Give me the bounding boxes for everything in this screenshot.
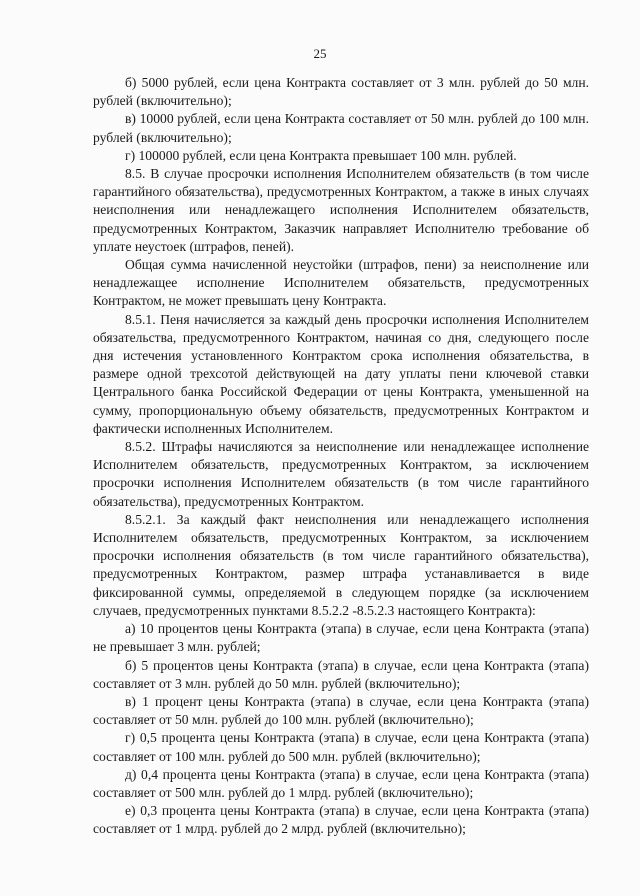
paragraph: г) 0,5 процента цены Контракта (этапа) в случае, если цена Контракта (этапа) составляет от 100 млн. рублей до 500 млн. рублей (включительно);: [93, 730, 589, 764]
paragraph: 8.5.2.1. За каждый факт неисполнения или ненадлежащего исполнения Исполнителем обязательств, предусмотренных Контрактом, за исключением просрочки исполнения обязательств (в том числе гарантийного обязательства), предусмотренных Контрактом, размер штрафа устанавливается в виде фиксированной суммы, определяемой в следующем порядке (за исключением случаев, предусмотренных пунктами 8.5.2.2 -8.5.2.3 настоящего Контракта):: [93, 511, 589, 618]
paragraph: б) 5 процентов цены Контракта (этапа) в случае, если цена Контракта (этапа) составляет от 3 млн. рублей до 50 млн. рублей (включительно);: [93, 657, 589, 691]
paragraph: е) 0,3 процента цены Контракта (этапа) в случае, если цена Контракта (этапа) составляет от 1 млрд. рублей до 2 млрд. рублей (включительно);: [93, 803, 589, 837]
paragraph: в) 1 процент цены Контракта (этапа) в случае, если цена Контракта (этапа) составляет от 50 млн. рублей до 100 млн. рублей (включительно);: [93, 693, 589, 728]
paragraph: в) 10000 рублей, если цена Контракта составляет от 50 млн. рублей до 100 млн. рублей (включительно);: [93, 111, 589, 145]
paragraph: 8.5.1. Пеня начисляется за каждый день просрочки исполнения Исполнителем обязательства, предусмотренного Контрактом, начиная со дня, следующего после дня истечения установленного Контрактом срока исполнения обязательства, в размере одной трехсотой действующей на дату уплаты пени ключевой ставки Центрального банка Российской Федерации от цены Контракта, уменьшенной на сумму, пропорциональную объему обязательств, предусмотренных Контрактом и фактически исполненных Исполнителем.: [93, 311, 589, 436]
paragraph: 8.5.2. Штрафы начисляются за неисполнение или ненадлежащее исполнение Исполнителем обязательств, предусмотренных Контрактом, за исключением просрочки исполнения Исполнителем обязательств (в том числе гарантийного обязательства), предусмотренных Контрактом.: [93, 439, 589, 509]
document-body: [93, 74, 589, 839]
paragraph: д) 0,4 процента цены Контракта (этапа) в случае, если цена Контракта (этапа) составляет от 500 млн. рублей до 1 млрд. рублей (включительно);: [93, 766, 589, 800]
paragraph: г) 100000 рублей, если цена Контракта превышает 100 млн. рублей.: [125, 147, 517, 163]
paragraph: а) 10 процентов цены Контракта (этапа) в случае, если цена Контракта (этапа) не превышает 3 млн. рублей;: [93, 621, 589, 655]
page-number: 25: [313, 46, 327, 61]
paragraph: б) 5000 рублей, если цена Контракта составляет от 3 млн. рублей до 50 млн. рублей (включительно);: [93, 75, 589, 109]
paragraph: Общая сумма начисленной неустойки (штрафов, пени) за неисполнение или ненадлежащее исполнение Исполнителем обязательств, предусмотренных Контрактом, не может превышать цену Контракта.: [93, 257, 589, 309]
paragraph: 8.5. В случае просрочки исполнения Исполнителем обязательств (в том числе гарантийного обязательства), предусмотренных Контрактом, а также в иных случаях неисполнения или ненадлежащего исполнения Исполнителем обязательств, предусмотренных Контрактом, Заказчик направляет Исполнителю требование об уплате неустоек (штрафов, пеней).: [93, 166, 589, 254]
